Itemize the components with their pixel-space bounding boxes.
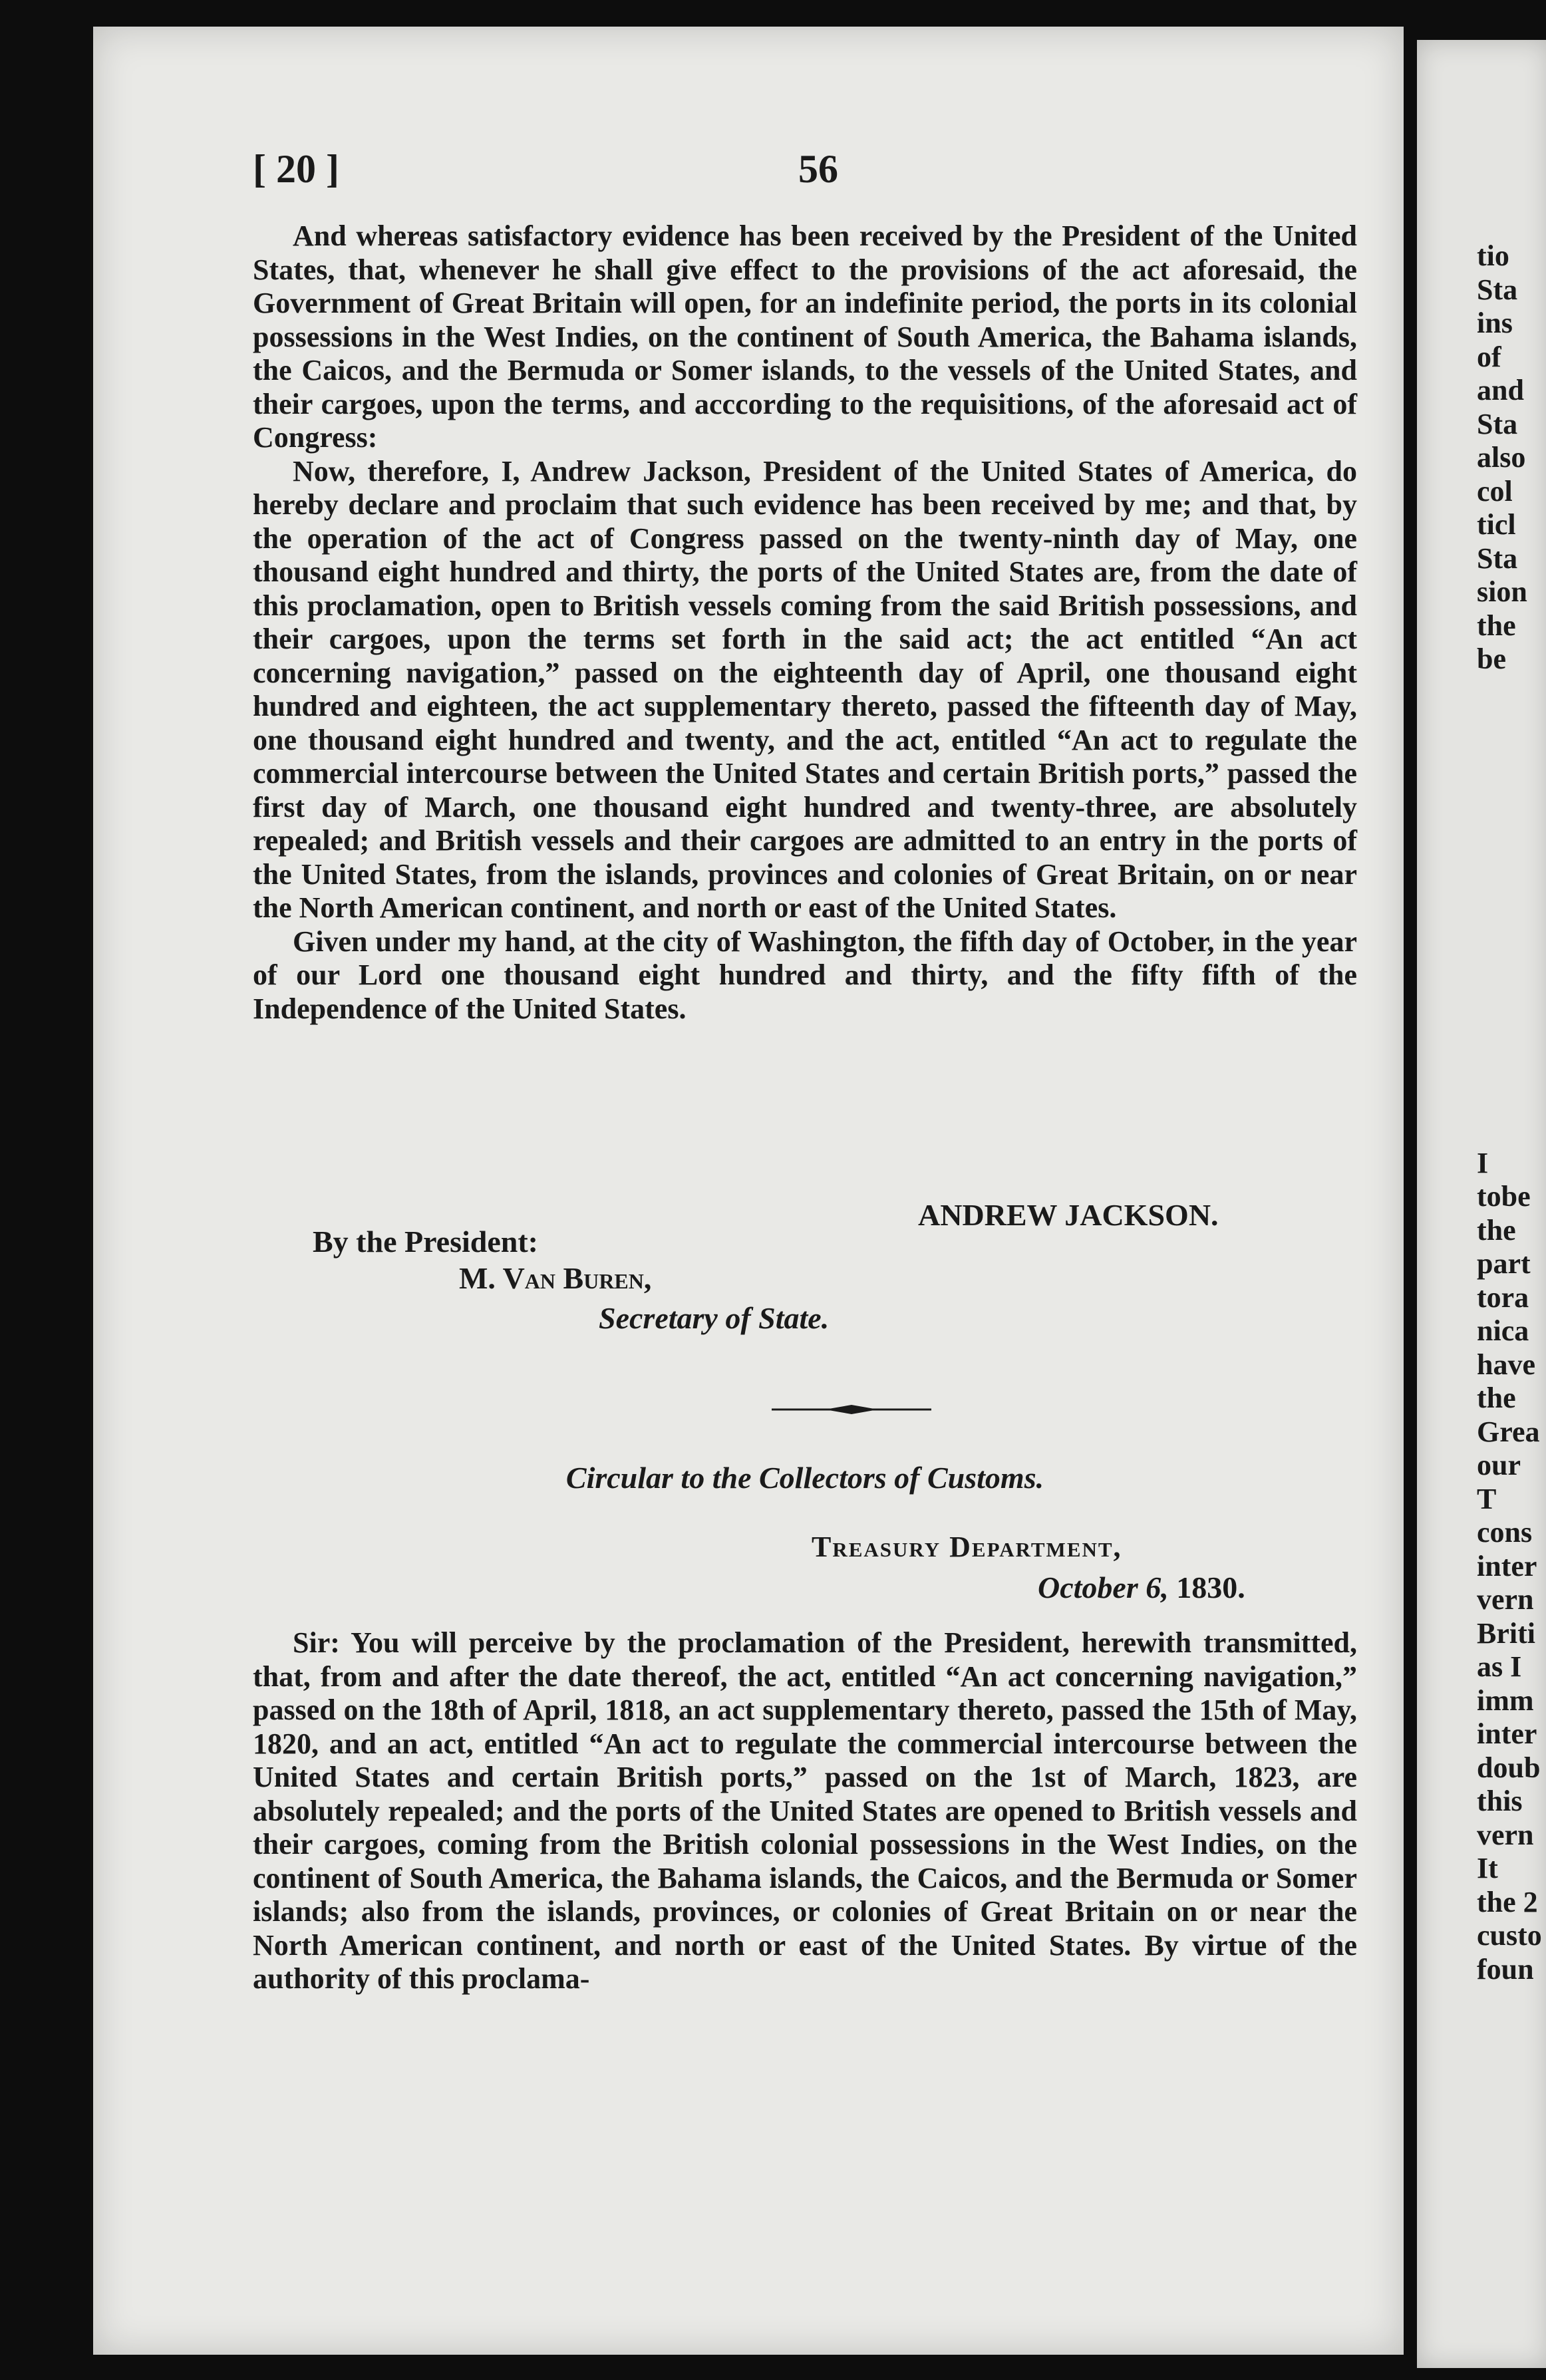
page-header: [253, 146, 1357, 206]
facing-page-fragment: ticl: [1477, 508, 1516, 541]
facing-page-fragment: [1477, 744, 1542, 778]
facing-page-fragment: the 2: [1477, 1885, 1538, 1918]
circular-date: [1038, 1570, 1245, 1605]
facing-page-fragment: [1477, 710, 1542, 744]
facing-page-fragment: this: [1477, 1785, 1523, 1817]
facing-page-fragment: Briti: [1477, 1616, 1535, 1650]
facing-page-fragment: tobe: [1477, 1180, 1531, 1213]
facing-page-fragment: [1477, 878, 1542, 912]
facing-page-fragment: of: [1477, 340, 1501, 373]
facing-page-edge: [1417, 40, 1546, 2368]
facing-page-fragment: tio: [1477, 239, 1509, 272]
facing-page-fragment: Sta: [1477, 541, 1518, 575]
date-month-day: October 6,: [1038, 1570, 1169, 1604]
facing-page-fragment: It: [1477, 1852, 1498, 1884]
facing-page-fragment: our: [1477, 1449, 1521, 1481]
facing-page-fragment: [1477, 945, 1542, 979]
proclamation-paragraph-now-therefore: Now, therefore, I, Andrew Jackson, President of the United States of America, do hereby declare and proclaim that such evidence has been received by me; and that, by the operation of the act of Congress passed on the twenty-ninth day of May, one thousand eight hundred and thirty, the ports of the United States are, from the date of this proclamation, open to British vessels coming from the said British possessions, and their cargoes, upon the terms set forth in the said act; the act entitled “An act concerning navigation,” passed on the eighteenth day of April, one thousand eight hundred and eighteen, the act supplementary thereto, passed the fifteenth day of May, one thousand eight hundred and twenty, and the act, entitled “An act to regulate the commercial intercourse between the United States and certain British ports,” passed the first day of March, one thousand eight hundred and twenty-three, are absolutely repealed; and British vessels and their cargoes are admitted to an entry in the ports of the United States, from the islands, provinces and colonies of Great Britain, on or near the North American continent, and north or east of the United States.: [253, 454, 1357, 924]
facing-page-fragment: inter: [1477, 1717, 1537, 1750]
facing-page-fragment: tora: [1477, 1280, 1529, 1314]
facing-page-fragment: [1477, 811, 1542, 845]
facing-page-fragment: imm: [1477, 1684, 1534, 1717]
facing-page-fragment: col: [1477, 474, 1513, 508]
facing-page-fragment: custo: [1477, 1919, 1542, 1952]
facing-page-fragment: [1477, 777, 1542, 811]
facing-page-fragment: vern: [1477, 1818, 1534, 1851]
facing-page-fragment: nica: [1477, 1314, 1529, 1347]
facing-page-fragment: inter: [1477, 1549, 1537, 1582]
facing-page-fragment: the: [1477, 1213, 1516, 1247]
date-year: 1830.: [1176, 1570, 1245, 1604]
proclamation-paragraph-whereas: And whereas satisfactory evidence has been received by the President of the United States, that, whenever he shall give effect to the provisions of the act aforesaid, the Government of Great Britain will open, for an indefinite period, the ports in its colonial possessions in the West Indies, on the continent of South America, the Bahama islands, the Caicos, and the Bermuda or Somer islands, to the vessels of the United States, and their cargoes, upon the terms, and acccording to the requisitions, of the aforesaid act of Congress:: [253, 220, 1357, 454]
attest-label: By the President:: [313, 1225, 539, 1259]
facing-page-fragment: Sta: [1477, 407, 1518, 440]
department-name: Treasury Department,: [812, 1531, 1122, 1563]
signature-mark: [ 20 ]: [253, 147, 339, 191]
facing-page-fragment: I: [1477, 1146, 1489, 1179]
facing-page-fragment: vern: [1477, 1583, 1534, 1616]
facing-page-fragment: [1477, 1080, 1542, 1114]
facing-page-fragment: [1477, 676, 1542, 710]
facing-page-fragment: sion: [1477, 575, 1527, 608]
facing-page-fragment: the: [1477, 609, 1516, 642]
facing-page-fragment: foun: [1477, 1952, 1534, 1986]
secretary-title: Secretary of State.: [599, 1301, 830, 1335]
proclamation-paragraph-given: Given under my hand, at the city of Washington, the fifth day of October, in the year of our Lord one thousand eight hundred and thirty, and the fifty fifth of the Independence of the United States.: [253, 925, 1357, 1025]
facing-page-fragment: cons: [1477, 1516, 1533, 1549]
facing-page-fragment: [1477, 1113, 1542, 1147]
page-number: 56: [798, 147, 838, 191]
proclamation-text: [253, 220, 1357, 1026]
facing-page-fragment: have: [1477, 1348, 1535, 1381]
facing-page-fragment: [1477, 978, 1542, 1012]
facing-page-fragment: be: [1477, 643, 1506, 675]
secretary-name: M. Van Buren,: [459, 1261, 652, 1295]
facing-page-fragment: T: [1477, 1482, 1497, 1515]
facing-page-text: [1477, 239, 1542, 1986]
facing-page-fragment: the: [1477, 1382, 1516, 1414]
facing-page-fragment: part: [1477, 1247, 1531, 1280]
facing-page-fragment: also: [1477, 441, 1526, 474]
facing-page-fragment: as I: [1477, 1650, 1522, 1683]
facing-page-fragment: ins: [1477, 307, 1513, 339]
facing-page-fragment: [1477, 1046, 1542, 1080]
facing-page-fragment: [1477, 1012, 1542, 1046]
facing-page-fragment: doub: [1477, 1751, 1541, 1784]
circular-text: [253, 1626, 1357, 1996]
section-divider-ornament: [772, 1405, 931, 1414]
circular-heading: Circular to the Collectors of Customs.: [565, 1461, 1044, 1495]
president-signature: ANDREW JACKSON.: [918, 1198, 1219, 1232]
circular-paragraph: Sir: You will perceive by the proclamation of the President, herewith transmitted, that, from and after the date thereof, the act, entitled “An act concerning navigation,” passed on the 18th of April, 1818, an act supplementary thereto, passed the 15th of May, 1820, and an act, entitled “An act to regulate the commercial intercourse between the United States and certain British ports,” passed on the 1st of March, 1823, are absolutely repealed; and the ports of the United States are opened to British vessels and their cargoes, coming from the British colonial possessions in the West Indies, on the continent of South America, the Bahama islands, the Caicos, and the Bermuda or Somer islands; also from the islands, provinces, or colonies of Great Britain on or near the North American continent, and north or east of the United States. By virtue of the authority of this proclama-: [253, 1626, 1357, 1995]
facing-page-fragment: [1477, 911, 1542, 945]
facing-page-fragment: Grea: [1477, 1415, 1540, 1448]
facing-page-fragment: Sta: [1477, 273, 1518, 306]
facing-page-fragment: [1477, 844, 1542, 878]
facing-page-fragment: and: [1477, 374, 1524, 406]
